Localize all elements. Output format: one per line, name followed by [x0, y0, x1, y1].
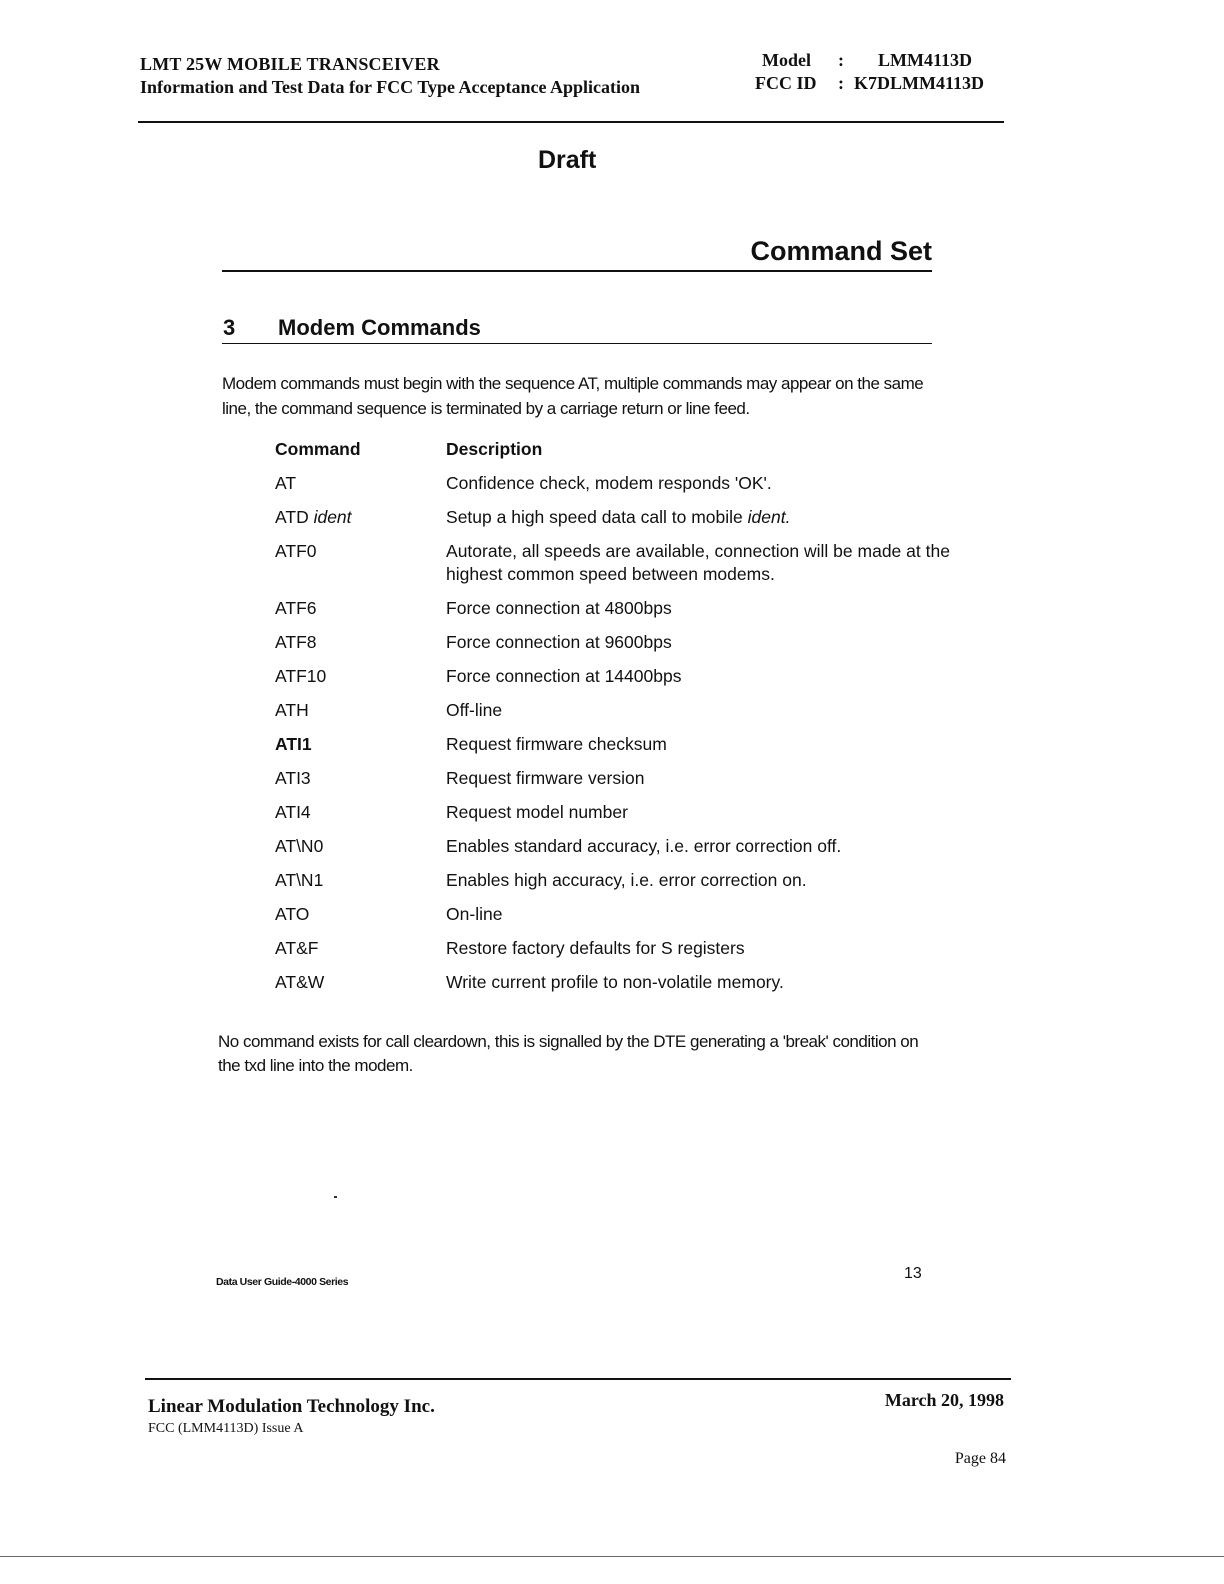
description-cell: Request firmware checksum: [446, 734, 667, 754]
model-value: LMM4113D: [878, 50, 972, 70]
scan-speck: [334, 1196, 337, 1198]
description-cell: Request model number: [446, 802, 628, 822]
chapter-title: Modem Commands: [278, 315, 481, 340]
command-cell: ATO: [275, 904, 310, 924]
command-cell: ATH: [275, 700, 309, 720]
page-number: Page 84: [954, 1450, 1006, 1467]
command-cell: ATI1: [275, 734, 312, 754]
section-title: Command Set: [750, 236, 932, 266]
table-row: [275, 665, 955, 699]
table-row: [275, 631, 955, 665]
description-cell: Force connection at 4800bps: [446, 598, 672, 618]
section-divider: [222, 270, 932, 272]
table-row: [275, 903, 955, 937]
description-cell: Restore factory defaults for S registers: [446, 938, 745, 958]
command-text: ATD: [275, 507, 309, 527]
description-cell: Request firmware version: [446, 768, 645, 788]
fcc-id-colon: :: [838, 73, 844, 93]
model-colon: :: [838, 50, 844, 70]
table-row: [275, 937, 955, 971]
command-cell: AT\N1: [275, 870, 324, 890]
description-cell: Enables standard accuracy, i.e. error correction off.: [446, 836, 842, 856]
guide-page-number: 13: [904, 1265, 922, 1282]
description-cell: Off-line: [446, 700, 503, 720]
description-cell: Force connection at 14400bps: [446, 666, 682, 686]
footer-divider: [145, 1378, 1011, 1380]
header-divider: [138, 121, 1004, 123]
table-row: [275, 699, 955, 733]
command-argument: ident: [313, 507, 352, 527]
description-text: Setup a high speed data call to mobile: [446, 507, 743, 527]
table-header-row: [275, 438, 955, 472]
scan-edge-line: [0, 1556, 1224, 1557]
command-cell: [275, 506, 446, 540]
description-cell: Force connection at 9600bps: [446, 632, 672, 652]
command-cell: ATF0: [275, 541, 317, 561]
command-cell: ATI3: [275, 768, 311, 788]
description-cell: Write current profile to non-volatile memory.: [446, 972, 784, 992]
table-row: [275, 733, 955, 767]
document-date: March 20, 1998: [884, 1390, 1004, 1410]
command-cell: ATF6: [275, 598, 317, 618]
column-header-description: Description: [446, 439, 543, 459]
draft-label: Draft: [538, 146, 597, 174]
table-row: [275, 869, 955, 903]
model-label: Model: [762, 50, 811, 70]
table-row: [275, 971, 955, 994]
table-row: [275, 767, 955, 801]
guide-label: Data User Guide-4000 Series: [216, 1276, 349, 1288]
command-cell: ATF8: [275, 632, 317, 652]
column-header-command: Command: [275, 439, 361, 459]
fcc-id-label: FCC ID: [755, 73, 817, 93]
command-cell: ATI4: [275, 802, 311, 822]
fcc-id-value: K7DLMM4113D: [854, 73, 984, 93]
command-cell: AT&W: [275, 972, 325, 992]
command-cell: AT\N0: [275, 836, 324, 856]
company-name: Linear Modulation Technology Inc.: [148, 1396, 435, 1417]
description-cell: On-line: [446, 904, 503, 924]
description-cell: Autorate, all speeds are available, connection will be made at the highest common speed between modems.: [446, 541, 950, 584]
chapter-number: 3: [223, 315, 236, 340]
command-cell: ATF10: [275, 666, 327, 686]
command-table: [275, 438, 955, 994]
description-cell: Confidence check, modem responds 'OK'.: [446, 473, 772, 493]
table-row: [275, 597, 955, 631]
description-cell: [446, 506, 955, 540]
chapter-divider: [222, 343, 932, 344]
command-cell: AT: [275, 473, 297, 493]
intro-paragraph: Modem commands must begin with the sequence AT, multiple commands may appear on the same line, the command sequence is terminated by a carriage return or line feed.: [222, 374, 924, 418]
table-row: [275, 472, 955, 506]
closing-paragraph: No command exists for call cleardown, this is signalled by the DTE generating a 'break' condition on the txd line into the modem.: [218, 1032, 919, 1075]
header-title: LMT 25W MOBILE TRANSCEIVER: [140, 54, 440, 74]
document-reference: FCC (LMM4113D) Issue A: [148, 1421, 304, 1436]
description-cell: Enables high accuracy, i.e. error correction on.: [446, 870, 807, 890]
command-cell: AT&F: [275, 938, 319, 958]
table-row: [275, 506, 955, 540]
table-row: [275, 801, 955, 835]
table-row: [275, 540, 955, 597]
description-argument: ident.: [747, 507, 791, 527]
table-row: [275, 835, 955, 869]
header-subtitle: Information and Test Data for FCC Type Acceptance Application: [140, 77, 641, 97]
